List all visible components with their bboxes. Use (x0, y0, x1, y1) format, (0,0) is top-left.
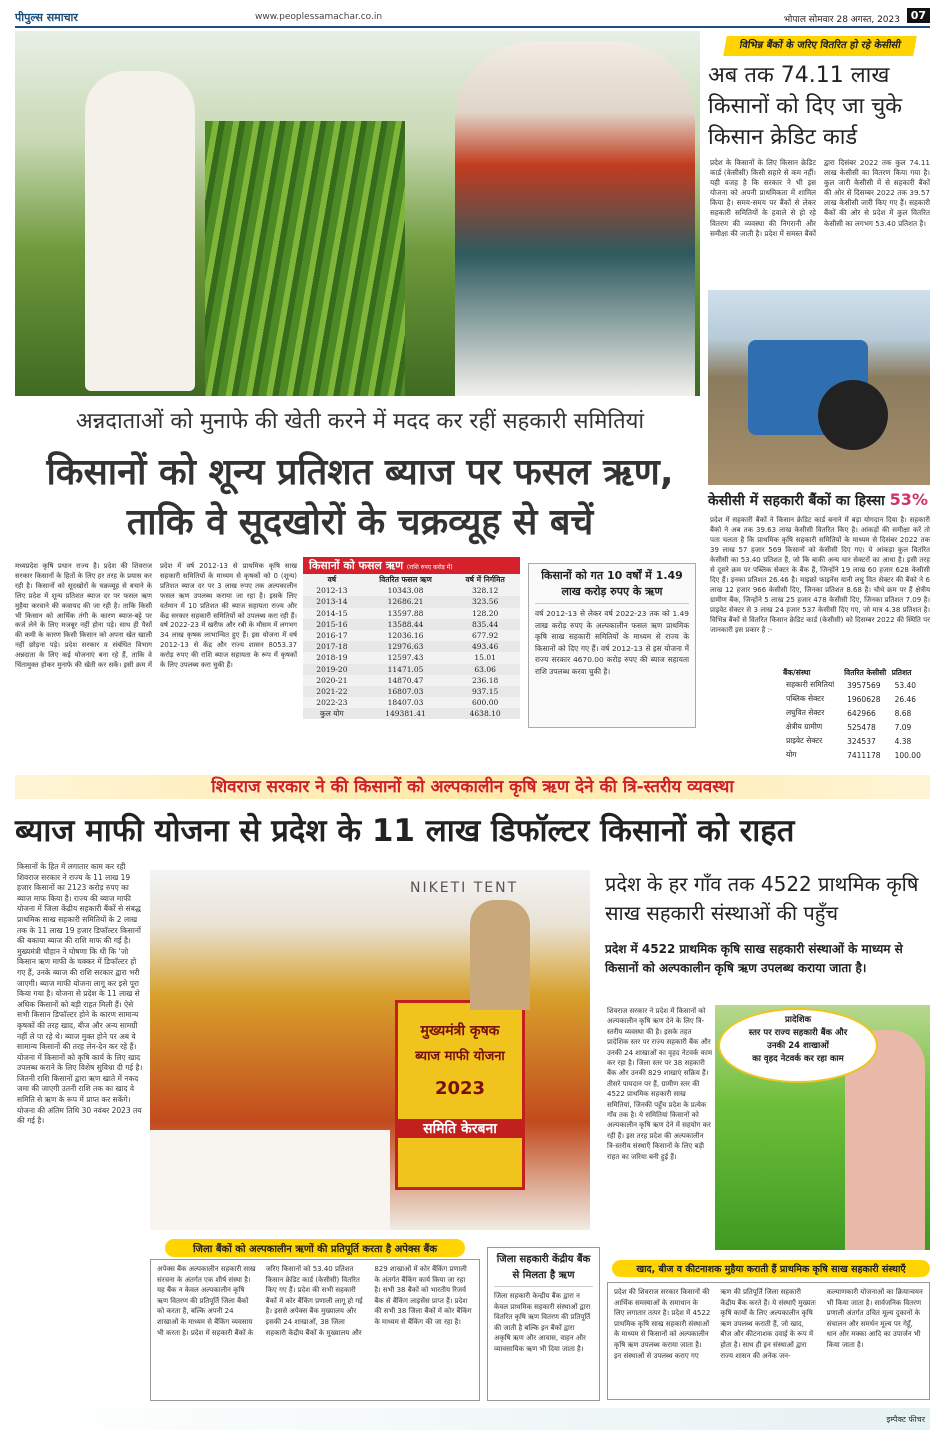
table-cell: 12597.43 (387, 653, 424, 663)
yojana-banner (395, 1000, 525, 1190)
table-cell: 10343.08 (387, 586, 424, 596)
corn-plants (205, 121, 405, 396)
table-cell: 13597.88 (387, 608, 424, 618)
pacs-box-body: प्रदेश की शिवराज सरकार किसानों की आर्थिक समस्याओं के समाधान के लिए लगातार तत्पर है। प्रदेश में 4522 प्राथमिक कृषि साख सहकारी संस्थाओं के माध्यम से किसानों को अल्पकालीन कृषि ऋण उपलब्ध कराया जाता है। इन संस्थाओं से उपलब्ध कराए गए ऋण की प्रतिपूर्ति जिला सहकारी केंद्रीय बैंक करते हैं। ये संस्थाएँ मुख्यतः कृषि कार्यों के लिए अल्पकालीन कृषि ऋण उपलब्ध कराती हैं, जो खाद, बीज और कीटनाशक दवाई के रूप में होता है। साथ ही इन संस्थाओं द्वारा राज्य शासन की अनेक जन-कल्याणकारी योजनाओं का क्रियान्वयन भी किया जाता है। सार्वजनिक वितरण प्रणाली अंतर्गत उचित मूल्य दुकानों के संचालन और समर्थन मूल्य पर गेहूँ, धान और मक्का आदि का उपार्जन भी किया जाता है। (607, 1282, 930, 1400)
table-cell: 642966 (847, 708, 876, 718)
table-cell: 53.40 (894, 680, 917, 690)
table-cell: 323.56 (450, 596, 520, 607)
table-cell: क्षेत्रीय ग्रामीण (786, 722, 823, 731)
table-row (303, 697, 520, 708)
table-cell: सहकारी समितियां (786, 680, 835, 689)
crop-table-title: किसानों को फसल ऋण (309, 559, 404, 572)
waiver-body: किसानों के हित में लगातार काम कर रही शिवराज सरकार ने राज्य के 11 लाख 19 हजार किसानों का 2123 करोड़ रुपए का ब्याज माफ किया है। राज्य की ब्याज माफी योजना में जिला केंद्रीय सहकारी बैंकों से संबद्ध प्राथमिक साख सहकारी समितियों के 2 लाख तक के 11 लाख 19 हजार डिफॉल्टर किसानों की बकाया ब्याज की राशि माफ की गई है। मुख्यमंत्री चौहान ने घोषणा कि थी कि 'जो किसान ऋण माफी के चक्कर में डिफॉल्टर हो गए हैं, उनके ब्याज की राशि सरकार द्वारा भरी जाएगी। ब्याज माफी योजना लागू कर इसे पूरा किया गया है। योजना से प्रदेश के 11 लाख से अधिक किसानों को बड़ी राहत मिली हैं। ऐसे सभी किसान डिफॉल्टर होने के कारण सामान्य कृषकों की तरह खाद, बीज और अन्य सामग्री नहीं ले पा रहे थे। ब्याज मुक्त होने पर अब वे सामान्य किसानों की तरह लेन-देन कर रहे हैं। योजना में किसानों को कृषि कार्य के लिए खाद उपलब्ध कराने के लिए विशेष सुविधा दी गई है। जितनी राशि किसानों द्वारा ऋण खाते में नकद जमा की जाएगी उतनी राशि तक का खाद वे समिति से ऋण के रूप में प्राप्त कर सकेंगे। योजना की अंतिम तिथि 30 नवंबर 2023 तय की गई है। (17, 862, 143, 1126)
table-cell: लघुवित सेक्टर (786, 708, 825, 717)
table-cell: योग (786, 750, 797, 759)
farmers-cm-photo (15, 31, 700, 396)
table-cell: 2020-21 (316, 675, 348, 685)
tent-sign: NIKETI TENT (410, 880, 519, 896)
kcc-share-title: केसीसी में सहकारी बैंकों का हिस्सा (708, 493, 885, 509)
callout-line: उनकी 24 शाखाओं (767, 1041, 829, 1051)
table-row (783, 706, 928, 720)
website-url[interactable]: www.peoplessamachar.co.in (255, 12, 383, 22)
table-cell: 2014-15 (316, 608, 348, 618)
table-row (303, 652, 520, 663)
impact-feature-label: इम्पैक्ट फीचर (886, 1415, 925, 1424)
callout-line: का वृहद नेटवर्क कर रहा काम (752, 1054, 844, 1064)
table-cell: पब्लिक सेक्टर (786, 694, 825, 703)
main-headline: किसानों को शून्य प्रतिशत ब्याज पर फसल ऋण, ताकि वे सूदखोरों के चक्रव्यूह से बचें (46, 452, 674, 543)
col-header: वर्ष (327, 574, 337, 584)
waiver-kicker: शिवराज सरकार ने की किसानों को अल्पकालीन कृषि ऋण देने की त्रि-स्तरीय व्यवस्था (15, 775, 930, 799)
table-row (783, 720, 928, 734)
kcc-table (783, 668, 928, 762)
table-cell: 2022-23 (316, 698, 348, 708)
table-cell: 937.15 (450, 686, 520, 697)
pacs-box-title: खाद, बीज व कीटनाशक मुहैया कराती हैं प्राथमिक कृषि साख सहकारी संस्थाएँ (612, 1260, 930, 1277)
ten-year-box-body: वर्ष 2012-13 से लेकर वर्ष 2022-23 तक को 1.49 लाख करोड़ रुपए के अल्पकालीन फसल ऋण प्राथमिक कृषि साख सहकारी समितियों के माध्यम से राज्य के किसानों को दिए गए हैं। वर्ष 2012-13 से इस योजना में राज्य सरकार 4670.00 करोड़ रुपए की ब्याज सहायता राशि उपलब्ध करवा चुकी है। (535, 609, 689, 676)
table-cell: 2021-22 (303, 686, 361, 697)
table-cell: 3957569 (847, 680, 881, 690)
table-cell: 2015-16 (303, 619, 361, 630)
page-number: 07 (907, 8, 930, 23)
table-cell: 324537 (847, 736, 876, 746)
ten-year-box (528, 563, 696, 728)
col-header: वितरित फसल ऋण (379, 574, 432, 584)
table-cell: 600.00 (472, 698, 499, 708)
table-cell: 128.20 (472, 608, 499, 618)
table-cell: कुल योग (303, 708, 361, 719)
dccb-box (487, 1247, 600, 1401)
network-body: शिवराज सरकार ने प्रदेश में किसानों को अल्पकालीन कृषि ऋण देने के लिए त्रि-स्तरीय व्यवस्था की है। इसके तहत प्रादेशिक स्तर पर राज्य सहकारी बैंक और उनकी 24 शाखाओं का वृहद नेटवर्क काम कर रहा है। जिला स्तर पर 38 सहकारी बैंक और उनकी 829 शाखाएं सक्रिय हैं। तीसरे पायदान पर हैं, ग्रामीण स्तर की 4522 प्राथमिक सहकारी साख समितियां, जिनकी पहुँच प्रदेश के प्रत्येक गाँव तक है। ये समितियां किसानों को अल्पकालीन कृषि ऋण देने में सहयोग कर रही हैं। इस तरह प्रदेश की अल्पकालीन त्रि-स्तरीय संस्थाएँ किसानों के लिए बड़ी राहत का जरिया बनी हुई हैं। (607, 1007, 713, 1161)
table-row (303, 596, 520, 607)
table-cell: 12976.63 (361, 641, 450, 652)
table-cell: 7411178 (847, 750, 881, 760)
table-cell: 16807.03 (361, 686, 450, 697)
table-cell: 149381.41 (361, 708, 450, 719)
table-cell: 328.12 (472, 586, 499, 596)
col-header: प्रतिशत (891, 668, 912, 677)
table-cell: 677.92 (472, 631, 499, 641)
table-row (783, 678, 928, 692)
crop-table-title-bar (303, 557, 520, 574)
table-cell: 4.38 (894, 736, 912, 746)
table-cell: 2019-20 (303, 664, 361, 675)
table-cell: 11471.05 (361, 664, 450, 675)
col-header: वर्ष में निर्गमित (465, 574, 505, 584)
table-cell: 4638.10 (450, 708, 520, 719)
table-row (303, 641, 520, 652)
table-row (303, 675, 520, 686)
table-cell: 2016-17 (316, 631, 348, 641)
table-row (303, 708, 520, 719)
kcc-share-headline (708, 490, 933, 510)
table-cell: 100.00 (894, 750, 921, 760)
table-cell: 14870.47 (387, 675, 424, 685)
table-row (303, 686, 520, 697)
banner-line: 2023 (434, 1078, 486, 1099)
table-cell: 18407.03 (387, 698, 424, 708)
crop-loan-table (303, 557, 520, 719)
banner-line: समिति केरबना (398, 1119, 522, 1138)
callout-line: स्तर पर राज्य सहकारी बैंक और (748, 1028, 848, 1038)
kcc-share-pct: 53% (889, 490, 928, 509)
dccb-box-body: जिला सहकारी केन्द्रीय बैंक द्वारा न केवल प्राथमिक सहकारी संस्थाओं द्वारा वितरित कृषि ऋण वितरण की प्रतिपूर्ति की जाती है बल्कि इन बैंकों द्वारा अकृषि ऋण और आवास, वाहन और व्यावसायिक ऋण भी दिया जाता है। (494, 1292, 591, 1353)
cm-hugging-farmer (455, 41, 695, 396)
table-cell: 7.09 (894, 722, 912, 732)
apex-box-body: अपेक्स बैंक अल्पकालीन सहकारी साख संरचना के अंतर्गत एक शीर्ष संस्था है। यह बैंक न केवल अल्पकालीन कृषि ऋण वितरण की प्रतिपूर्ति जिला बैंकों को करता है, बल्कि अपनी 24 शाखाओं के माध्यम से बैंकिंग व्यवसाय भी करता है। प्रदेश में सहकारी बैंकों के जरिए किसानों को 53.40 प्रतिशत किसान क्रेडिट कार्ड (केसीसी) वितरित किए गए हैं। प्रदेश की सभी सहकारी बैंकों में कोर बैंकिंग प्रणाली लागू हो गई है। इससे अपेक्स बैंक मुख्यालय और इसकी 24 शाखाओं, 38 जिला सहकारी केंद्रीय बैंकों के मुख्यालय और 829 शाखाओं में कोर बैंकिंग प्रणाली के अंतर्गत बैंकिंग कार्य किया जा रहा है। सभी 38 बैंकों को भारतीय रिजर्व बैंक से बैंकिंग लाइसेंस प्राप्त हैं। प्रदेश की सभी 38 जिला बैंकों में कोर बैंकिंग के माध्यम से बैंकिंग की जा रहा है। (150, 1259, 480, 1401)
table-cell: 493.46 (450, 641, 520, 652)
network-subhead: प्रदेश में 4522 प्राथमिक कृषि साख सहकारी संस्थाओं के माध्यम से किसानों को अल्पकालीन कृषि ऋण उपलब्ध कराया जाता है। (605, 942, 903, 975)
footer-band (15, 1408, 930, 1430)
waiver-headline: ब्याज माफी योजना से प्रदेश के 11 लाख डिफॉल्टर किसानों को राहत (15, 813, 795, 849)
table-row (783, 734, 928, 748)
table-row (303, 619, 520, 630)
main-kicker: अन्नदाताओं को मुनाफे की खेती करने में मदद कर रहीं सहकारी समितियां (75, 409, 645, 434)
table-cell: 15.01 (474, 653, 496, 663)
table-cell: 2012-13 (316, 586, 348, 596)
edition-date: भोपाल सोमवार 28 अगस्त, 2023 (783, 15, 900, 25)
table-row (303, 585, 520, 596)
main-body: मध्यप्रदेश कृषि प्रधान राज्य है। प्रदेश की शिवराज सरकार किसानों के हितों के लिए हर तरह के प्रयास कर रही है। किसानों को सूदखोरों के चक्रव्यूह से बचाने के लिए प्रदेश में शून्य प्रतिशत ब्याज दर पर फसल ऋण मुहैया करवाने की कवायद की जा रही है। ताकि किसी भी किसान को आर्थिक तंगी के कारण ब्याज-बट्टे पर कर्ज लेने के लिए मजबूर नहीं होना पड़े। साथ ही पैसों की कमी के कारण किसी किसान को अपना खेत खाली नहीं छोड़ना पड़े। प्रदेश सरकार व संबंधित विभाग अन्नदाता के लिए कई योजनाएं बना रहे हैं, ताकि वे चिंतामुक्त होकर मुनाफे की खेती कर सकें। इसी क्रम में प्रदेश में वर्ष 2012-13 से प्राथमिक कृषि साख सहकारी समितियों के माध्यम से कृषकों को 0 (शून्य) प्रतिशत ब्याज दर पर 3 लाख रुपए तक अल्पकालीन फसल ऋण उपलब्ध कराया जा रहा है। इसके लिए वर्तमान में 10 प्रतिशत की ब्याज सहायता राज्य और केंद्र सरकार सहकारी समितियों को उपलब्ध करा रही हैं। वर्ष 2022-23 में खरीफ और रबी के मौसम में लगभग 34 लाख कृषक लाभान्वित हुए हैं। इस योजना में वर्ष 2012-13 से केंद्र और राज्य शासन 8053.37 करोड़ रुपए की राशि ब्याज सहायता के रूप में कृषकों के लिए उपलब्ध करा चुकी हैं। (15, 562, 297, 670)
callout-line: प्रादेशिक (784, 1015, 812, 1025)
table-cell: प्राइवेट सेक्टर (786, 736, 823, 745)
newspaper-logo: पीपुल्स समाचार (15, 11, 78, 24)
kcc-body: प्रदेश के किसानों के लिए किसान क्रेडिट कार्ड (केसीसी) किसी सहारे से कम नहीं। यही वजह है कि सरकार ने भी इस योजना को अपनी प्राथमिकता में शामिल किया है। समय-समय पर बैंकों से लेकर सहकारी समितियों के हवाले से हो रहे वितरण की व्यवस्था की निगरानी और समीक्षा की जाती है। प्रदेश में समस्त बैंकों द्वारा दिसंबर 2022 तक कुल 74.11 लाख केसीसी का वितरण किया गया है। कुल जारी केसीसी में से सहकारी बैंकों की ओर से दिसम्बर 2022 तक 39.57 लाख केसीसी जारी किए गए हैं। सहकारी बैंकों की ओर से प्रदेश में कुल वितरित केसीसी का लगभग 53.40 प्रतिशत है। (710, 158, 930, 238)
kcc-share-text: प्रदेश में सहकारी बैंकों ने किसान क्रेडिट कार्ड बनाने में बड़ा योगदान दिया है। सहकारी बैंको ने अब तक 39.63 लाख केसीसी वितरित किए है। आंकड़ों की समीक्षा करें तो पता चलता है कि प्राथमिक कृषि सहकारी समितियों के माध्यम से दिसंबर 2022 तक 39 लाख 57 हजार 569 किसानों को केसीसी दिए गए। ये आंकड़ा कुल वितरित केसीसी का 53.40 प्रतिशत हैं, जो कि बाकी अन्य चार सेक्टरों का आधा है। इसी तरह से दूसरे क्रम पर पब्लिक सेक्टर के बैंक हैं, जिन्होंने 19 लाख 60 हजार 628 केसीसी दिए हैं। इनका प्रतिशत 26.46 है। माइक्रो फाइनेंस यानी लघु वित सेक्टर की बैंको ने 6 लाख 12 हजार 966 केसीसी दिए, जिनका प्रतिशत 8.68 है। चौथे क्रम पर हैं क्षेत्रीय ग्रामीण बैंक, जिन्होंने 5 लाख 25 हजार 478 केसीसी दिए, जिनका प्रतिशत 7.09 है। प्राइवेट सेक्टर से 3 लाख 24 हजार 537 केसीसी दिए गए, जो मात्र 4.38 प्रतिशत है। विभिन्न बैंकों से वितरित किसान क्रेडिट कार्ड (केसीसी) को दिसम्बर 2022 की स्थिति पर जानकारी इस प्रकार है :- (710, 516, 930, 634)
tractor-wheel (818, 380, 888, 450)
cm-speaking-figure (470, 900, 530, 1010)
stage-table (150, 1130, 390, 1230)
table-cell: 525478 (847, 722, 876, 732)
farmer-figure (85, 71, 195, 391)
ten-year-box-title: किसानों को गत 10 वर्षों में 1.49 लाख करोड़ रुपए के ऋण (535, 568, 689, 604)
table-cell: 12686.21 (361, 596, 450, 607)
table-cell: 835.44 (450, 619, 520, 630)
banner-line: मुख्यमंत्री कृषक (420, 1023, 500, 1039)
table-cell: 8.68 (894, 708, 912, 718)
dccb-box-title: जिला सहकारी केंद्रीय बैंक से मिलता है ऋण (494, 1252, 593, 1287)
col-header: बैंक/संस्था (783, 668, 811, 677)
table-cell: 26.46 (894, 694, 917, 704)
table-row (303, 630, 520, 641)
kcc-tag: विभिन्न बैंकों के जरिए वितरित हो रहे केसीसी (723, 36, 917, 56)
table-cell: 12036.16 (387, 631, 424, 641)
table-cell: 2017-18 (303, 641, 361, 652)
table-cell: 2013-14 (303, 596, 361, 607)
table-cell: 1960628 (847, 694, 881, 704)
table-row (303, 608, 520, 619)
table-row (783, 748, 928, 762)
kcc-headline: अब तक 74.11 लाख किसानों को दिए जा चुके किसान क्रेडिट कार्ड (708, 63, 903, 150)
network-callout (718, 1008, 878, 1083)
table-row (783, 692, 928, 706)
banner-line: ब्याज माफी योजना (415, 1049, 505, 1064)
crop-table-unit: (राशि रुपए करोड़ में) (406, 564, 453, 571)
waiver-event-photo (150, 870, 590, 1230)
table-cell: 236.18 (472, 675, 499, 685)
network-headline: प्रदेश के हर गाँव तक 4522 प्राथमिक कृषि साख सहकारी संस्थाओं की पहुँच (605, 872, 919, 925)
apex-box-title: जिला बैंकों को अल्पकालीन ऋणों की प्रतिपूर्ति करता है अपेक्स बैंक (165, 1239, 465, 1257)
masthead (15, 8, 930, 28)
table-cell: 13588.44 (361, 619, 450, 630)
table-cell: 2018-19 (316, 653, 348, 663)
col-header: वितरित केसीसी (844, 668, 887, 677)
table-cell: 63.06 (450, 664, 520, 675)
tractor-photo (708, 290, 930, 485)
table-row (303, 664, 520, 675)
